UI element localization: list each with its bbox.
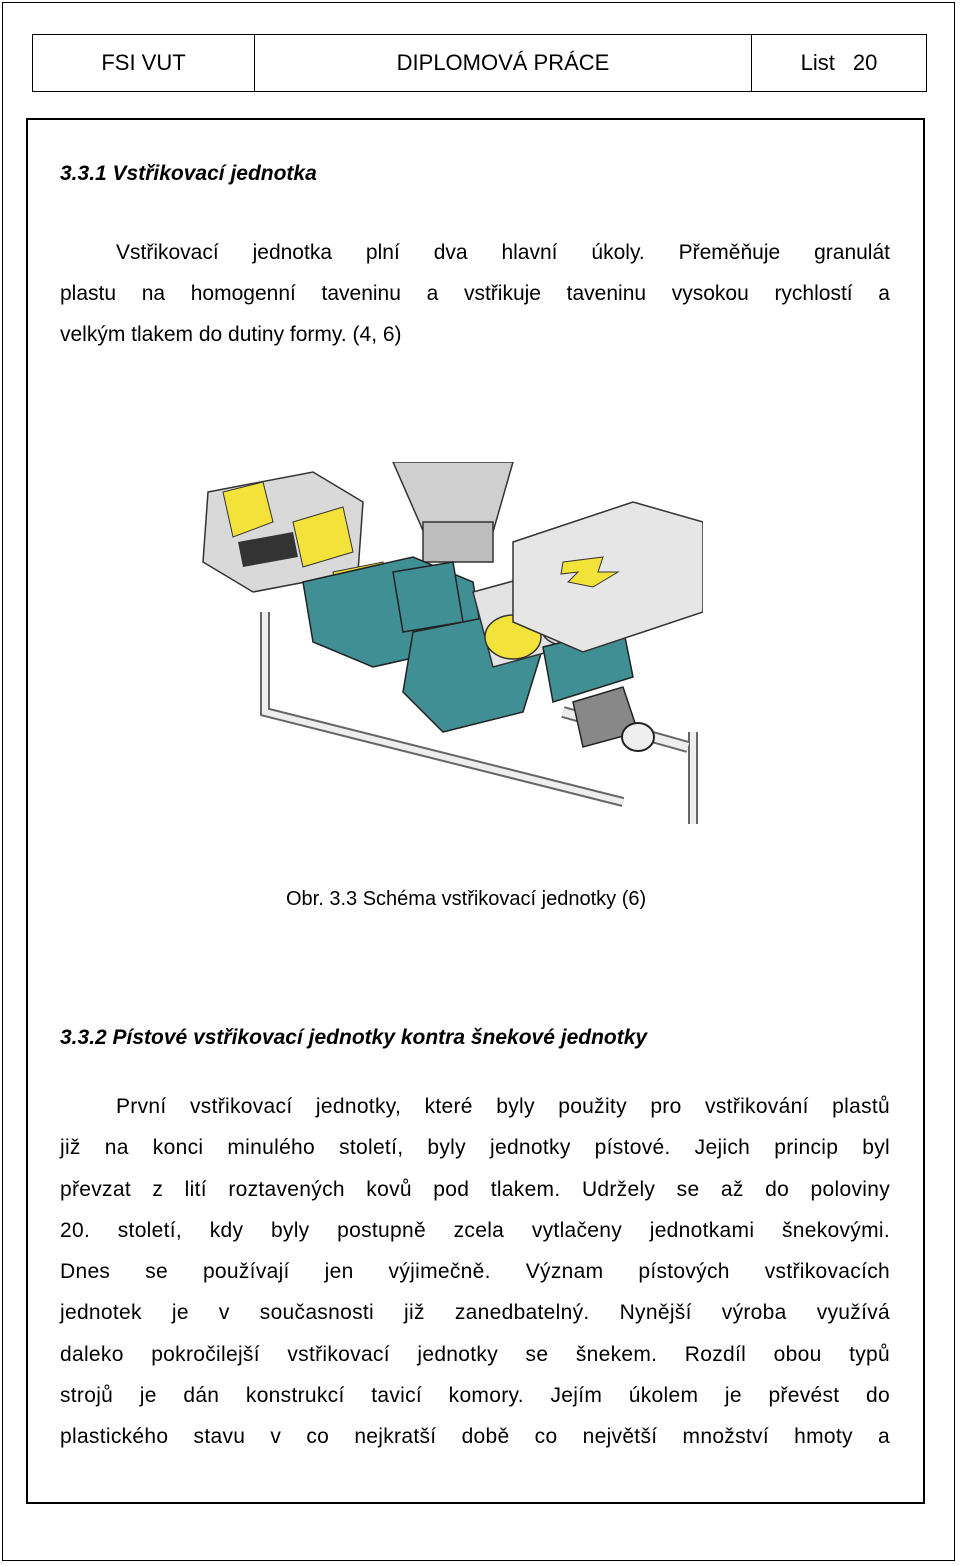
- paragraph-line: již na konci minulého století, byly jednotky pístové. Jejich princip byl: [60, 1136, 890, 1160]
- paragraph-line: 20. století, kdy byly postupně zcela vytlačeny jednotkami šnekovými.: [60, 1218, 890, 1242]
- injection-unit-diagram: [183, 462, 703, 824]
- section-paragraph-1: [60, 232, 890, 355]
- section-heading-3-3-2: 3.3.2 Pístové vstřikovací jednotky kontra šnekové jednotky: [60, 1026, 648, 1049]
- paragraph-line: strojů je dán konstrukcí tavicí komory. Jejím úkolem je převést do: [60, 1384, 890, 1408]
- paragraph-line: daleko pokročilejší vstřikovací jednotky se šnekem. Rozdíl obou typů: [60, 1342, 890, 1366]
- page-header: [32, 34, 927, 92]
- figure-caption: Obr. 3.3 Schéma vstřikovací jednotky (6): [286, 888, 647, 910]
- paragraph-line: jednotek je v současnosti již zanedbatelný. Nynější výroba využívá: [60, 1301, 890, 1325]
- header-page-number: [752, 35, 926, 91]
- section-heading-3-3-1: 3.3.1 Vstřikovací jednotka: [60, 162, 317, 185]
- header-list-number: 20: [852, 50, 878, 75]
- header-list-label: List: [800, 50, 835, 75]
- header-document-type: DIPLOMOVÁ PRÁCE: [255, 35, 752, 91]
- paragraph-line: převzat z lití roztavených kovů pod tlakem. Udržely se až do poloviny: [60, 1177, 890, 1201]
- hopper-neck: [423, 522, 493, 562]
- paragraph-line: velkým tlakem do dutiny formy. (4, 6): [60, 323, 402, 346]
- paragraph-line: První vstřikovací jednotky, které byly použity pro vstřikování plastů: [116, 1095, 890, 1118]
- paragraph-line: Vstřikovací jednotka plní dva hlavní úkoly. Přeměňuje granulát: [116, 241, 890, 264]
- paragraph-line: plastického stavu v co nejkratší době co největší množství hmoty a: [60, 1425, 890, 1449]
- header-institution: FSI VUT: [33, 35, 255, 91]
- paragraph-line: Dnes se používají jen výjimečně. Význam pístových vstřikovacích: [60, 1260, 890, 1284]
- feed-block: [393, 562, 463, 632]
- lifting-eye: [622, 723, 654, 751]
- content-area: [26, 118, 925, 1504]
- paragraph-line: plastu na homogenní taveninu a vstřikuje taveninu vysokou rychlostí a: [60, 282, 890, 305]
- section-paragraph-2: [60, 1086, 890, 1458]
